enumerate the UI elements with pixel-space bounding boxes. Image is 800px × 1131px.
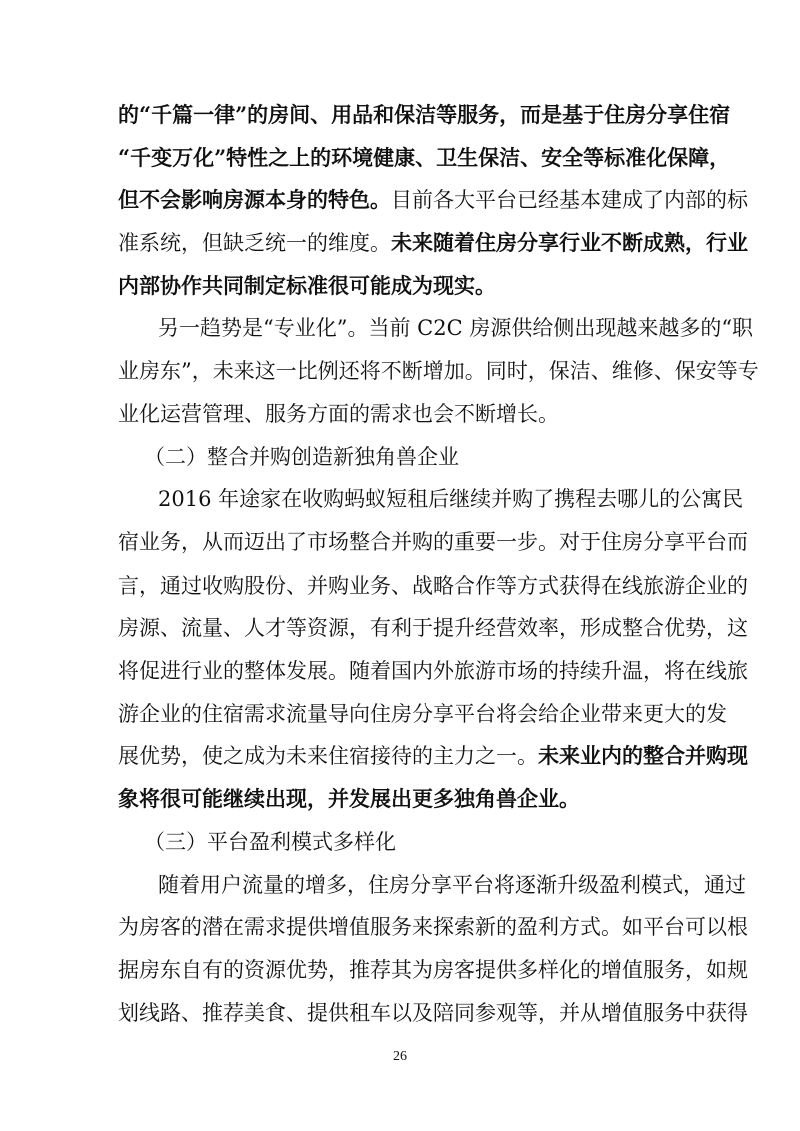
text-run: 准系统，但缺乏统一的维度。 bbox=[118, 231, 391, 255]
text-run: 游企业的住宿需求流量导向住房分享平台将会给企业带来更大的发 bbox=[118, 702, 727, 726]
section-heading bbox=[144, 827, 690, 857]
text-line bbox=[118, 998, 748, 1028]
paragraph-start bbox=[158, 870, 746, 900]
text-line bbox=[118, 228, 748, 258]
text-line bbox=[118, 399, 690, 429]
bold-text-run: 内部协作共同制定标准很可能成为现实。 bbox=[118, 273, 496, 298]
section-heading bbox=[144, 442, 690, 472]
text-run: 划线路、推荐美食、提供租车以及陪同参观等，并从增值服务中获得 bbox=[118, 1001, 748, 1025]
text-line bbox=[118, 955, 748, 985]
text-line bbox=[118, 571, 748, 601]
text-run: 另一趋势是“专业化”。当前 C2C 房源供给侧出现越来越多的“职 bbox=[158, 316, 754, 340]
text-run: 为房客的潜在需求提供增值服务来探索新的盈利方式。如平台可以根 bbox=[118, 915, 748, 939]
paragraph-start bbox=[158, 484, 744, 514]
text-line bbox=[118, 912, 748, 942]
bold-text-run: 象将很可能继续出现，并发展出更多独角兽企业。 bbox=[118, 786, 580, 811]
text-line bbox=[118, 741, 748, 771]
text-line bbox=[118, 527, 748, 557]
text-line bbox=[118, 185, 748, 215]
bold-text-run: 未来业内的整合并购现 bbox=[538, 743, 748, 768]
text-run: 据房东自有的资源优势，推荐其为房客提供多样化的增值服务，如规 bbox=[118, 958, 748, 982]
bold-text-run: “千变万化”特性之上的环境健康、卫生保洁、安全等标准化保障， bbox=[118, 145, 731, 170]
text-run: （三）平台盈利模式多样化 bbox=[144, 830, 396, 854]
text-line bbox=[118, 784, 690, 814]
text-run: 业房东”，未来这一比例还将不断增加。同时，保洁、维修、保安等专 bbox=[118, 359, 759, 383]
bold-text-run: 但不会影响房源本身的特色。 bbox=[118, 187, 391, 212]
bold-text-run: 未来随着住房分享行业不断成熟，行业 bbox=[391, 230, 748, 255]
text-run: 言，通过收购股份、并购业务、战略合作等方式获得在线旅游企业的 bbox=[118, 574, 748, 598]
page-number: 26 bbox=[393, 1049, 407, 1064]
text-run: （二）整合并购创造新独角兽企业 bbox=[144, 445, 459, 469]
text-line bbox=[118, 656, 748, 686]
text-line bbox=[118, 699, 727, 729]
text-run: 展优势，使之成为未来住宿接待的主力之一。 bbox=[118, 744, 538, 768]
text-line bbox=[118, 271, 690, 301]
text-line bbox=[118, 143, 731, 173]
text-line bbox=[118, 356, 759, 386]
text-run: 随着用户流量的增多，住房分享平台将逐渐升级盈利模式，通过 bbox=[158, 873, 746, 897]
text-run: 房源、流量、人才等资源，有利于提升经营效率，形成整合优势，这 bbox=[118, 616, 748, 640]
text-run: 将促进行业的整体发展。随着国内外旅游市场的持续升温，将在线旅 bbox=[118, 659, 748, 683]
text-run: 业化运营管理、服务方面的需求也会不断增长。 bbox=[118, 402, 559, 426]
text-line bbox=[118, 100, 731, 130]
bold-text-run: 的“千篇一律”的房间、用品和保洁等服务，而是基于住房分享住宿 bbox=[118, 102, 731, 127]
text-run: 目前各大平台已经基本建成了内部的标 bbox=[391, 188, 748, 212]
text-line bbox=[118, 613, 748, 643]
text-run: 宿业务，从而迈出了市场整合并购的重要一步。对于住房分享平台而 bbox=[118, 530, 748, 554]
text-run: 2016 年途家在收购蚂蚁短租后继续并购了携程去哪儿的公寓民 bbox=[158, 487, 744, 511]
paragraph-start bbox=[158, 313, 754, 343]
